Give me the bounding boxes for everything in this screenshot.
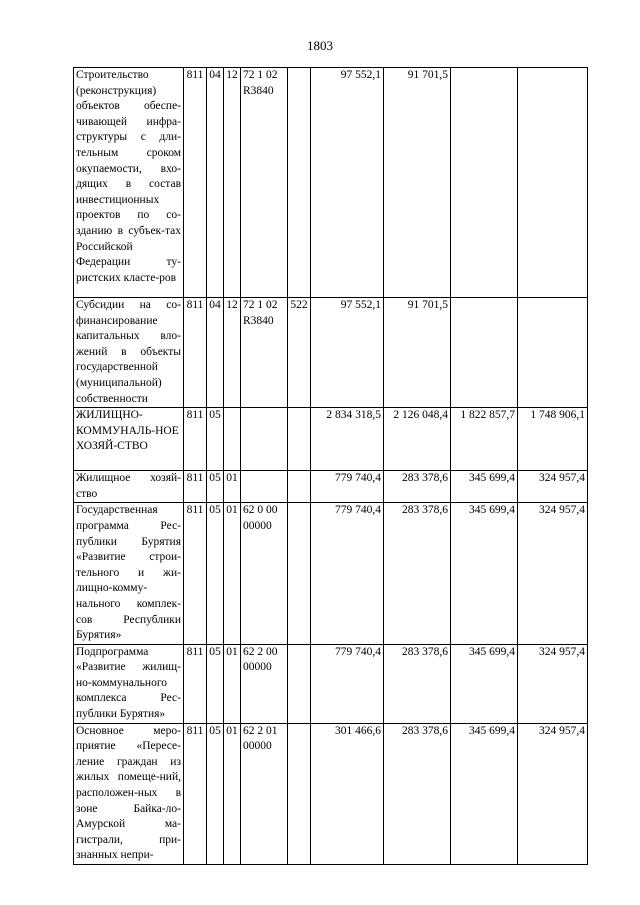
amount-4: 1 748 906,1: [518, 408, 588, 471]
amount-1: 97 552,1: [311, 298, 384, 408]
pr-code: 01: [224, 644, 241, 723]
vr-code: [288, 408, 311, 471]
pr-code: [224, 408, 241, 471]
table-row: [74, 408, 588, 471]
csr-code: [241, 471, 288, 503]
table-row: [74, 68, 588, 298]
rz-code: 05: [207, 503, 224, 644]
amount-1: 779 740,4: [311, 503, 384, 644]
csr-code: 72 1 02 R3840: [241, 298, 288, 408]
page-number: 1803: [307, 38, 333, 53]
row-name: Основное меро-приятие «Пересе-ление граждан из жилых помеще-ний, расположен-ных в зоне Байка-ло-Амурской ма-гистрали, при-знанных непри-: [74, 723, 184, 864]
rz-code: 05: [207, 644, 224, 723]
amount-2: 2 126 048,4: [384, 408, 451, 471]
amount-4: 324 957,4: [518, 723, 588, 864]
rz-code: 04: [207, 298, 224, 408]
amount-1: 779 740,4: [311, 471, 384, 503]
pr-code: 01: [224, 471, 241, 503]
vr-code: [288, 723, 311, 864]
rz-code: 04: [207, 68, 224, 298]
amount-2: 283 378,6: [384, 471, 451, 503]
table-row: [74, 503, 588, 644]
amount-3: 345 699,4: [451, 723, 518, 864]
rz-code: 05: [207, 408, 224, 471]
gr-code: 811: [184, 644, 207, 723]
amount-3: 345 699,4: [451, 503, 518, 644]
table-row: [74, 644, 588, 723]
amount-3: 345 699,4: [451, 644, 518, 723]
amount-3: 345 699,4: [451, 471, 518, 503]
amount-3: [451, 298, 518, 408]
row-name: Жилищное хозяй-ство: [74, 471, 184, 503]
row-name: ЖИЛИЩНО-КОММУНАЛЬ-НОЕ ХОЗЯЙ-СТВО: [74, 408, 184, 471]
amount-2: 283 378,6: [384, 644, 451, 723]
rz-code: 05: [207, 471, 224, 503]
row-name: Строительство (реконструкция) объектов обеспе-чивающей инфра-структуры с дли-тельным сроком окупаемости, вхо-дящих в состав инвестиционных проектов по со-зданию в субъек-тах Российской Федерации ту-ристских класте-ров: [74, 68, 184, 298]
budget-table: [73, 67, 588, 865]
amount-2: 91 701,5: [384, 68, 451, 298]
pr-code: 01: [224, 723, 241, 864]
amount-1: 97 552,1: [311, 68, 384, 298]
csr-code: 62 2 00 00000: [241, 644, 288, 723]
amount-4: 324 957,4: [518, 503, 588, 644]
amount-3: [451, 68, 518, 298]
pr-code: 12: [224, 298, 241, 408]
gr-code: 811: [184, 298, 207, 408]
gr-code: 811: [184, 68, 207, 298]
rz-code: 05: [207, 723, 224, 864]
csr-code: 62 0 00 00000: [241, 503, 288, 644]
vr-code: [288, 644, 311, 723]
amount-1: 779 740,4: [311, 644, 384, 723]
pr-code: 01: [224, 503, 241, 644]
pr-code: 12: [224, 68, 241, 298]
csr-code: [241, 408, 288, 471]
amount-1: 301 466,6: [311, 723, 384, 864]
amount-4: [518, 298, 588, 408]
row-name: Субсидии на со-финансирование капитальных вло-жений в объекты государственной (муниципальной) собственности: [74, 298, 184, 408]
csr-code: 72 1 02 R3840: [241, 68, 288, 298]
amount-4: [518, 68, 588, 298]
amount-1: 2 834 318,5: [311, 408, 384, 471]
vr-code: [288, 471, 311, 503]
row-name: Государственная программа Рес-публики Бурятия «Развитие строи-тельного и жи-лищно-комму-нального комплек-сов Республики Бурятия»: [74, 503, 184, 644]
gr-code: 811: [184, 471, 207, 503]
amount-2: 283 378,6: [384, 723, 451, 864]
vr-code: [288, 68, 311, 298]
table-row: [74, 723, 588, 864]
table-row: [74, 298, 588, 408]
amount-3: 1 822 857,7: [451, 408, 518, 471]
amount-2: 91 701,5: [384, 298, 451, 408]
vr-code: 522: [288, 298, 311, 408]
table-body: [74, 68, 588, 865]
gr-code: 811: [184, 503, 207, 644]
amount-2: 283 378,6: [384, 503, 451, 644]
amount-4: 324 957,4: [518, 471, 588, 503]
table-row: [74, 471, 588, 503]
row-name: Подпрограмма «Развитие жилищ-но-коммунального комплекса Рес-публики Бурятия»: [74, 644, 184, 723]
amount-4: 324 957,4: [518, 644, 588, 723]
csr-code: 62 2 01 00000: [241, 723, 288, 864]
vr-code: [288, 503, 311, 644]
gr-code: 811: [184, 408, 207, 471]
gr-code: 811: [184, 723, 207, 864]
